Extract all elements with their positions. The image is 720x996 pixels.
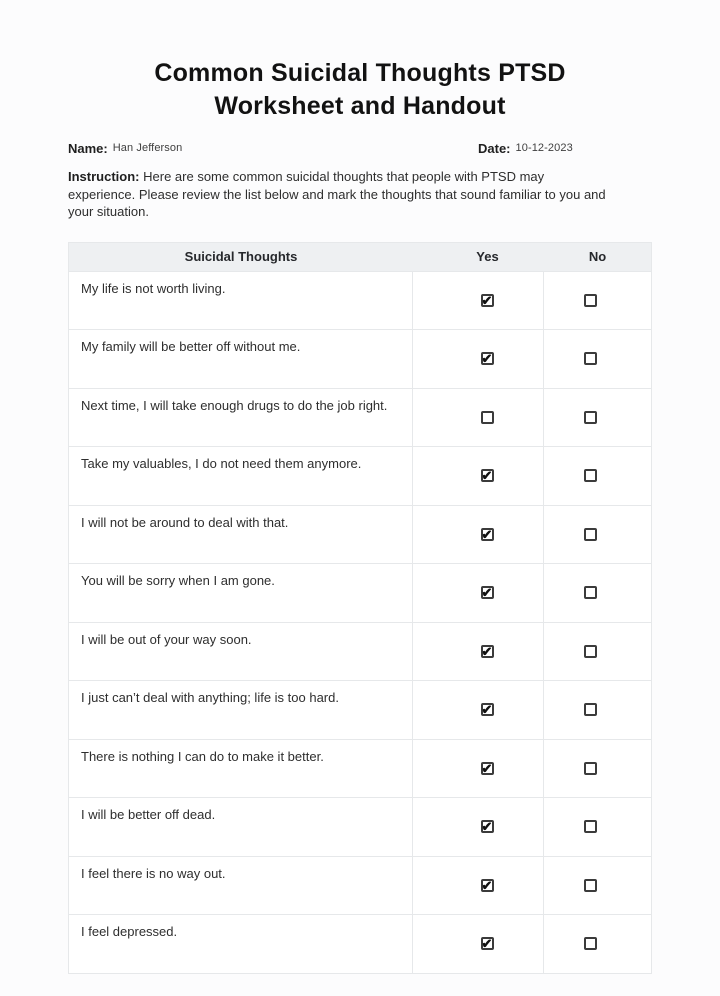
table-row [69, 622, 651, 681]
date-label: Date: [478, 141, 511, 156]
no-checkbox[interactable] [584, 352, 597, 365]
table-row [69, 505, 651, 564]
no-cell [544, 915, 651, 973]
thought-text: I will not be around to deal with that. [81, 514, 289, 530]
no-cell [544, 389, 651, 447]
thought-text: I will be better off dead. [81, 807, 216, 822]
thought-cell [69, 272, 413, 330]
yes-cell [413, 389, 544, 447]
table-row [69, 914, 651, 973]
thought-text: I feel there is no way out. [81, 865, 226, 881]
title-line-2: Worksheet and Handout [214, 92, 506, 120]
yes-checkbox[interactable]: ✔ [481, 643, 493, 659]
yes-cell [413, 798, 544, 856]
thought-text: I feel depressed. [81, 924, 178, 939]
yes-cell [413, 447, 544, 505]
no-checkbox[interactable] [584, 820, 597, 833]
thought-text: There is nothing I can do to make it better. [81, 748, 324, 764]
yes-cell [413, 506, 544, 564]
instruction-line [68, 168, 652, 186]
table-row [69, 797, 651, 856]
thought-text: You will be sorry when I am gone. [81, 573, 275, 588]
yes-cell [413, 857, 544, 915]
no-cell [544, 740, 651, 798]
thought-text: I just can’t deal with anything; life is too hard. [81, 690, 339, 705]
no-cell [544, 623, 651, 681]
no-cell [544, 857, 651, 915]
thought-cell [69, 564, 413, 622]
yes-cell [413, 740, 544, 798]
table-row [69, 271, 651, 330]
name-value: Han Jefferson [112, 142, 183, 154]
yes-checkbox[interactable]: ✔ [481, 760, 493, 776]
no-checkbox[interactable] [584, 645, 597, 658]
title-line-1: Common Suicidal Thoughts PTSD [154, 59, 566, 87]
thought-cell [69, 447, 413, 505]
thought-cell [69, 857, 413, 915]
instruction-line-1: Here are some common suicidal thoughts that people with PTSD may [143, 169, 545, 184]
no-checkbox[interactable] [584, 411, 597, 424]
table-body [69, 271, 651, 973]
yes-cell [413, 623, 544, 681]
no-cell [544, 798, 651, 856]
table-row [69, 856, 651, 915]
table-row [69, 329, 651, 388]
no-cell [544, 506, 651, 564]
yes-checkbox[interactable]: ✔ [481, 468, 493, 484]
thought-text: My life is not worth living. [81, 280, 226, 296]
thought-cell [69, 915, 413, 973]
yes-checkbox[interactable] [481, 411, 494, 424]
instruction-text [68, 168, 652, 221]
no-checkbox[interactable] [584, 294, 597, 307]
name-field [68, 141, 478, 156]
table-row [69, 563, 651, 622]
yes-checkbox[interactable]: ✔ [481, 877, 493, 893]
yes-checkbox[interactable]: ✔ [481, 292, 493, 308]
no-checkbox[interactable] [584, 879, 597, 892]
name-label: Name: [68, 141, 108, 156]
thought-cell [69, 330, 413, 388]
meta-row [68, 141, 652, 156]
thought-text: Next time, I will take enough drugs to do the job right. [81, 397, 388, 413]
instruction-label: Instruction: [68, 169, 140, 184]
thought-cell [69, 740, 413, 798]
date-field [478, 141, 652, 156]
thought-cell [69, 389, 413, 447]
yes-checkbox[interactable]: ✔ [481, 819, 493, 835]
yes-checkbox[interactable]: ✔ [481, 351, 493, 367]
no-cell [544, 330, 651, 388]
instruction-line-3: your situation. [68, 204, 149, 219]
yes-checkbox[interactable]: ✔ [481, 936, 493, 952]
thought-text: I will be out of your way soon. [81, 631, 252, 647]
yes-cell [413, 330, 544, 388]
table-row [69, 680, 651, 739]
yes-cell [413, 564, 544, 622]
no-checkbox[interactable] [584, 586, 597, 599]
no-cell [544, 447, 651, 505]
header-suicidal-thoughts: Suicidal Thoughts [184, 249, 298, 264]
yes-cell [413, 272, 544, 330]
worksheet-content [68, 0, 652, 974]
no-checkbox[interactable] [584, 937, 597, 950]
thought-text: Take my valuables, I do not need them anymore. [81, 456, 362, 471]
worksheet-table [68, 242, 652, 974]
no-checkbox[interactable] [584, 528, 597, 541]
yes-checkbox[interactable]: ✔ [481, 526, 493, 542]
header-no: No [588, 249, 607, 264]
table-header [69, 243, 651, 271]
table-row [69, 388, 651, 447]
no-cell [544, 272, 651, 330]
page-title [68, 57, 652, 123]
instruction-line-2: experience. Please review the list below and mark the thoughts that sound familiar to you and [68, 186, 606, 202]
no-checkbox[interactable] [584, 703, 597, 716]
date-value: 10-12-2023 [515, 142, 573, 154]
no-checkbox[interactable] [584, 469, 597, 482]
yes-cell [413, 915, 544, 973]
thought-cell [69, 506, 413, 564]
thought-cell [69, 681, 413, 739]
yes-checkbox[interactable]: ✔ [481, 702, 493, 718]
table-row [69, 739, 651, 798]
yes-checkbox[interactable]: ✔ [481, 585, 493, 601]
thought-text: My family will be better off without me. [81, 339, 301, 354]
header-yes: Yes [476, 249, 499, 264]
no-cell [544, 564, 651, 622]
thought-cell [69, 798, 413, 856]
table-row [69, 446, 651, 505]
no-checkbox[interactable] [584, 762, 597, 775]
no-cell [544, 681, 651, 739]
thought-cell [69, 623, 413, 681]
yes-cell [413, 681, 544, 739]
